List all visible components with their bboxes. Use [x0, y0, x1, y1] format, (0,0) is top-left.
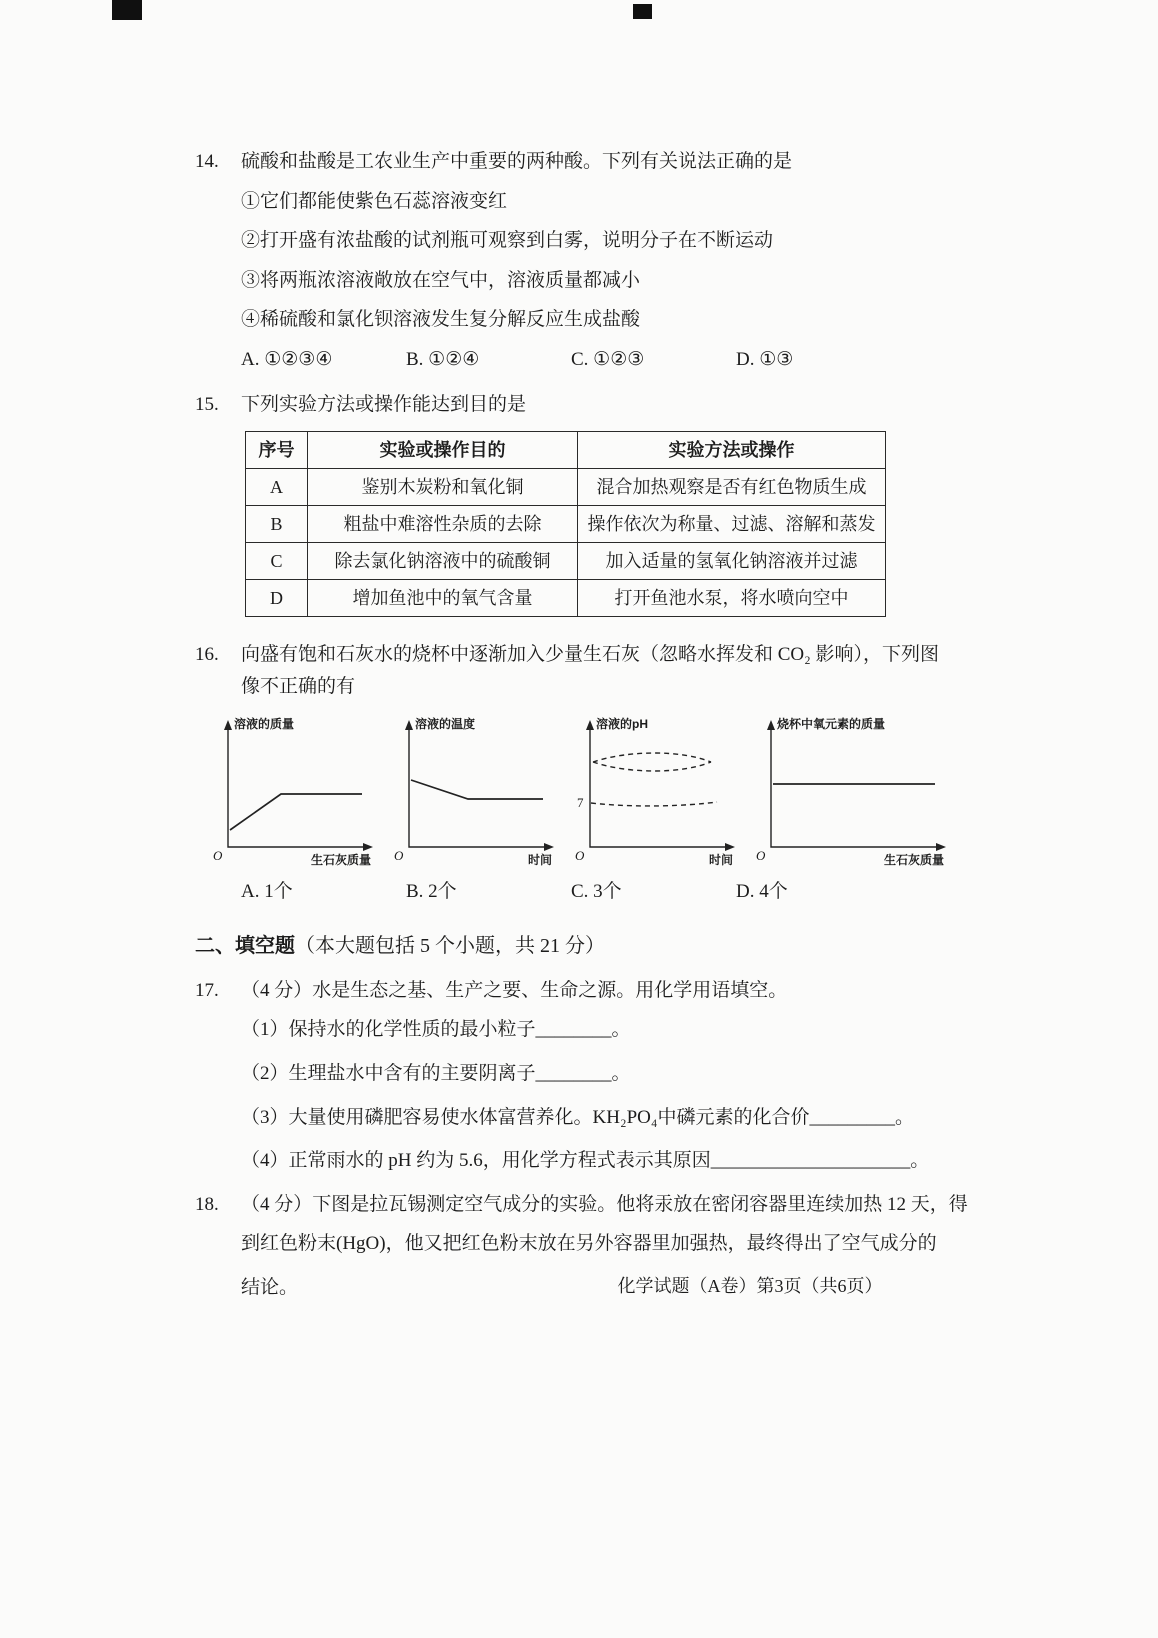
y-axis-label: 溶液的质量 [234, 717, 295, 732]
q14-option-c: C. ①②③ [571, 348, 645, 370]
cell-method: 打开鱼池水泵，将水喷向空中 [578, 580, 886, 617]
scan-artifact-top-left [112, 0, 142, 20]
page-content [195, 148, 975, 1313]
cell-method: 操作依次为称量、过滤、溶解和蒸发 [578, 506, 886, 543]
header-method: 实验方法或操作 [578, 431, 886, 468]
question-16 [195, 641, 975, 906]
cell-index: B [246, 506, 308, 543]
axes [771, 726, 938, 847]
q17-item-2: （2）生理盐水中含有的主要阴离子________。 [241, 1063, 631, 1085]
chart-solution-mass [205, 712, 380, 870]
table-row [246, 468, 886, 505]
question-stem-text: 向盛有饱和石灰水的烧杯中逐渐加入少量生石灰（忽略水挥发和 CO₂ 影响），下列图 [241, 644, 940, 666]
question-16-stem-line2: 像不正确的有 [241, 675, 356, 697]
section-title: 二、填空题 [195, 934, 295, 957]
q14-option-d: D. ①③ [736, 348, 794, 370]
x-arrow-icon [544, 843, 554, 851]
question-stem-text: （4 分）下图是拉瓦锡测定空气成分的实验。他将汞放在密闭容器里连续加热 12 天，得 [241, 1193, 968, 1215]
question-17-stem [195, 977, 975, 1005]
question-number: 14. [195, 151, 219, 172]
q14-options [241, 346, 975, 374]
origin-label: O [213, 848, 223, 864]
q14-option-a: A. ①②③④ [241, 348, 333, 370]
origin-label: O [756, 848, 766, 864]
cell-index: A [246, 468, 308, 505]
q16-option-c: C. 3个 [571, 881, 622, 903]
axes [590, 726, 727, 847]
question-number: 15. [195, 394, 219, 416]
x-axis-label: 时间 [527, 853, 552, 868]
q18-line3: 结论。 [241, 1276, 299, 1298]
x-arrow-icon [725, 843, 735, 851]
cell-goal: 增加鱼池中的氧气含量 [308, 580, 578, 617]
question-stem-text: （4 分）水是生态之基、生产之要、生命之源。用化学用语填空。 [241, 979, 788, 1001]
curve-dashed-ph7 [591, 802, 717, 806]
question-14 [195, 148, 975, 373]
section-2-heading [195, 932, 975, 961]
table-row [246, 543, 886, 580]
chart-solution-temperature [386, 712, 561, 870]
table-header-row [246, 431, 886, 468]
y-axis-label: 溶液的pH [596, 717, 648, 732]
question-number: 18. [195, 1193, 219, 1215]
question-15 [195, 391, 975, 617]
q16-options [241, 878, 975, 906]
x-axis-label: 时间 [708, 853, 733, 868]
origin-label: O [575, 848, 585, 864]
curve-dashed-lower [593, 762, 711, 771]
y-arrow-icon [767, 720, 775, 730]
cell-index: C [246, 543, 308, 580]
axes [228, 726, 365, 847]
q14-item-1: ①它们都能使紫色石蕊溶液变红 [241, 190, 508, 212]
cell-index: D [246, 580, 308, 617]
chart-solution-ph [567, 712, 742, 870]
question-17 [195, 977, 975, 1175]
question-14-stem [195, 148, 975, 176]
y-arrow-icon [586, 720, 594, 730]
y-arrow-icon [405, 720, 413, 730]
q17-item-4: （4）正常雨水的 pH 约为 5.6，用化学方程式表示其原因_____________________。 [241, 1150, 930, 1172]
cell-goal: 粗盐中难溶性杂质的去除 [308, 506, 578, 543]
q17-item-3: （3）大量使用磷肥容易使水体富营养化。KH₂PO₄中磷元素的化合价_________。 [241, 1106, 914, 1128]
cell-method: 加入适量的氢氧化钠溶液并过滤 [578, 543, 886, 580]
scan-artifact-top-right [633, 4, 652, 19]
q18-line2: 到红色粉末(HgO)，他又把红色粉末放在另外容器里加强热，最终得出了空气成分的 [241, 1233, 937, 1255]
q14-item-2: ②打开盛有浓盐酸的试剂瓶可观察到白雾，说明分子在不断运动 [241, 230, 774, 252]
curve-rise-plateau [230, 794, 362, 830]
chart-oxygen-mass [748, 712, 953, 870]
header-goal: 实验或操作目的 [308, 431, 578, 468]
y-arrow-icon [224, 720, 232, 730]
curve-decline-plateau [411, 780, 543, 799]
question-number: 17. [195, 979, 219, 1001]
x-axis-label: 生石灰质量 [883, 853, 944, 868]
cell-method: 混合加热观察是否有红色物质生成 [578, 468, 886, 505]
q14-item-4: ④稀硫酸和氯化钡溶液发生复分解反应生成盐酸 [241, 309, 641, 331]
question-16-stem [195, 641, 975, 669]
y-axis-label: 烧杯中氧元素的质量 [777, 717, 886, 732]
q14-item-3: ③将两瓶浓溶液敞放在空气中，溶液质量都减小 [241, 269, 641, 291]
curve-dashed-upper [593, 753, 711, 762]
cell-goal: 鉴别木炭粉和氧化铜 [308, 468, 578, 505]
question-18-line1 [195, 1191, 975, 1219]
table-row [246, 506, 886, 543]
q16-graphs [205, 712, 975, 870]
x-arrow-icon [363, 843, 373, 851]
cell-goal: 除去氯化钠溶液中的硫酸铜 [308, 543, 578, 580]
q16-option-b: B. 2个 [406, 881, 457, 903]
question-stem-text: 硫酸和盐酸是工农业生产中重要的两种酸。下列有关说法正确的是 [241, 151, 793, 172]
section-subtitle: （本大题包括 5 个小题，共 21 分） [295, 934, 605, 957]
q16-option-a: A. 1个 [241, 881, 293, 903]
x-axis-label: 生石灰质量 [310, 853, 371, 868]
table-row [246, 580, 886, 617]
y-tick-7: 7 [577, 795, 584, 811]
origin-label: O [394, 848, 404, 864]
question-15-stem [195, 391, 975, 419]
x-arrow-icon [936, 843, 946, 851]
page-footer: 化学试题（A卷）第3页（共6页） [617, 1276, 883, 1296]
question-stem-text: 下列实验方法或操作能达到目的是 [241, 394, 527, 416]
q16-option-d: D. 4个 [736, 881, 788, 903]
experiment-table [245, 431, 886, 617]
header-index: 序号 [246, 431, 308, 468]
question-number: 16. [195, 644, 219, 666]
q14-option-b: B. ①②④ [406, 348, 480, 370]
q17-item-1: （1）保持水的化学性质的最小粒子________。 [241, 1019, 631, 1041]
y-axis-label: 溶液的温度 [415, 717, 476, 732]
